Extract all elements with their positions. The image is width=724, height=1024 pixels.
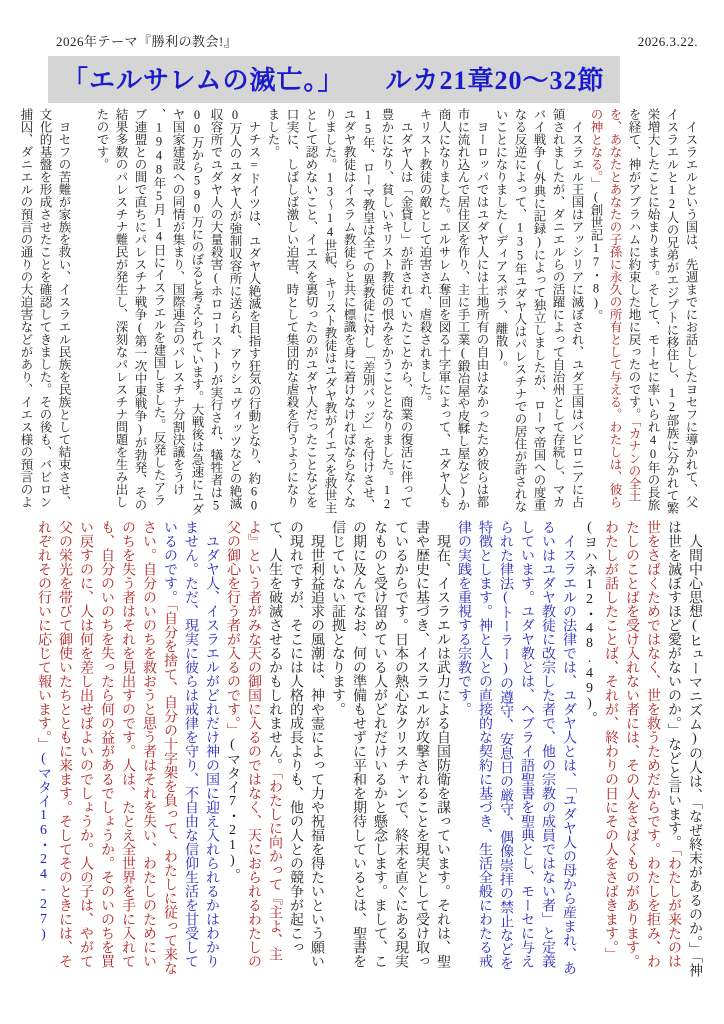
text-run-k: イスラエル王国はアッシリアに滅ぼされ、ユダ王国はバビロニアに占 (570, 108, 584, 508)
text-run-b: 律の実践を重視する宗教です。 (456, 520, 471, 716)
text-column (369, 520, 390, 1012)
text-column (684, 520, 705, 1012)
text-run-r: の神となる。」 (589, 108, 603, 190)
text-run-k: たのです。 (95, 108, 109, 171)
text-run-k: を経て、神がアブラハムに約束した地に戻ったのです。 (627, 108, 641, 421)
text-column (130, 108, 149, 514)
text-run-k: なる反逆によって、135年ユダヤ人はパレスチナでの居住が許されな (513, 108, 527, 513)
text-column (605, 108, 624, 514)
text-run-k: 収容所でユダヤ人の大量殺害(ホロコースト)が実行され、犠牲者は5 (209, 108, 223, 513)
text-run-r: 「わたしが来たのは (666, 849, 681, 968)
text-column (306, 520, 327, 1012)
text-column (35, 108, 54, 514)
text-run-r: 父の栄光を帯びて御使いたちとともに来ます。そしてそのときには、そ (57, 520, 72, 968)
text-run-k: ブ連盟との間で直ちにパレスチナ戦争(第一次中東戦争)が勃発、その (133, 108, 147, 511)
text-column (16, 108, 35, 514)
text-column (244, 108, 263, 514)
text-run-k: の現れですが、そこには人格的成長よりも、他の人との競争が起こっ (288, 520, 303, 954)
text-run-k: 00万から590万にのぼると考えられています。大戦後は急速にユダ (190, 108, 204, 516)
text-run-k: りました。13〜14世紀、キリスト教徒はユダヤ教がイエスを救世主 (323, 108, 337, 514)
text-run-k: 豊かになり、貧しいキリスト教徒の恨みをかうこととなりました。12 (380, 108, 394, 511)
text-column (358, 108, 377, 514)
text-column (243, 520, 264, 1012)
text-run-b: いるのです。 (162, 520, 177, 604)
text-run-r: 「自分を捨て、自分の十字架を負って、わたしに従って来な (162, 604, 177, 975)
text-run-r: わたしが話したことば、それが、終わりの日にその人をさばきます。」 (603, 520, 618, 961)
text-column (73, 108, 92, 514)
text-column (432, 520, 453, 1012)
text-run-b: 特徴とします。神と人との直接的な契約に基づき、生活全般にわたる戒 (477, 520, 492, 968)
text-run-r: も、自分のいのちを失ったら何の益があるでしょうか。そのいのちを買 (99, 520, 114, 968)
text-run-k: キリスト教徒の敵として迫害され、虐殺されました。 (418, 108, 432, 408)
text-column (681, 108, 700, 514)
text-column (201, 520, 222, 1012)
lower-text-block (33, 520, 705, 1012)
text-column (600, 520, 621, 1012)
text-column (75, 520, 96, 1012)
text-column (327, 520, 348, 1012)
text-run-k: なものと受け留めている人がどれだけいるかと懸念します。まして、こ (372, 520, 387, 968)
text-run-k: 0万人のユダヤ人が強制収容所に送られ、アウシュヴィッツなどの絶滅 (228, 108, 242, 510)
text-run-k: ているからです。日本の熱心なクリスチャンで、終末を直ぐにある現実 (393, 520, 408, 968)
text-run-k: 、1948年5月14日にイスラエルを建国しました。反発したアラ (152, 108, 166, 506)
page-header (56, 31, 698, 50)
text-run-k: (創世記17・8)。 (589, 189, 603, 322)
text-run-r: れぞれその行いに応じて報います。」 (36, 520, 51, 751)
text-column (149, 108, 168, 514)
text-column (339, 108, 358, 514)
text-column (222, 520, 243, 1012)
text-column (510, 108, 529, 514)
text-run-k: 現世利益追求の風潮は、神や霊によって力や祝福を得たいという願い (309, 520, 324, 968)
text-run-k: 書や歴史に基づき、イスラエルが攻撃されることを現実として受け取っ (414, 520, 429, 968)
text-run-b: ユダヤ人、イスラエルがどれだけ神の国に迎え入れられるかはわかり (204, 520, 219, 968)
text-run-r: 父の御心を行う者が入るのです。」 (225, 520, 240, 737)
text-run-k: 信じていない証拠となります。 (330, 520, 345, 716)
text-column (117, 520, 138, 1012)
text-column (138, 520, 159, 1012)
text-run-k: ヨーロッパではユダヤ人には土地所有の自由はなかったため彼らは都 (475, 108, 489, 508)
text-run-k: 商人になりました。エルサレム奪回を図る十字軍によって、ユダヤ人も (437, 108, 451, 508)
text-run-k: 人間中心思想(ヒューマニズム)の人は、「なぜ終末があるのか。」「神 (687, 520, 702, 977)
text-column (516, 520, 537, 1012)
text-run-k: 領されましたが、ダニエルらの活躍によって自治州として存続し、マカ (551, 108, 565, 508)
text-column (586, 108, 605, 514)
text-run-b: イスラエルの法律では、ユダヤ人とは、「ユダヤ人の母から産まれ、あ (561, 520, 576, 975)
text-run-k: 現在、イスラエルは武力による自国防衛を謀っています。それは、聖 (435, 520, 450, 968)
text-run-r: 世をさばくためではなく、世を救うためだからです。わたしを拒み、わ (645, 520, 660, 968)
text-column (579, 520, 600, 1012)
text-run-r: よ』という者がみな天の御国に入るのではなく、天におられるわたしの (246, 520, 261, 968)
text-run-k: (ヨハネ12・48.49)。 (582, 520, 597, 725)
text-column (411, 520, 432, 1012)
text-run-k: ヨセフの苦難が家族を救い、イスラエル民族を民族として結束させ、 (57, 108, 71, 508)
text-column (415, 108, 434, 514)
text-column (92, 108, 111, 514)
text-column (206, 108, 225, 514)
text-run-k: として認めないこと、イエスを裏切ったのがユダヤ人だったことなどを (304, 108, 318, 508)
text-run-k: 捕囚、ダニエルの預言の通りの大迫害などがあり、イエス様の預言のよ (19, 108, 33, 508)
text-column (168, 108, 187, 514)
text-column (225, 108, 244, 514)
text-run-k: ナチス=ドイツは、ユダヤ人絶滅を目指す狂気の行動となり、約60 (247, 108, 261, 513)
text-run-k: 市に流れ込んで居住区を作り、主に手工業(鍛冶屋や皮鞣し屋など)か (456, 108, 470, 511)
text-column (548, 108, 567, 514)
text-run-k: 15年、ローマ教皇は全ての異教徒に対し「差別バッジ」を付けさせ、 (361, 108, 375, 511)
text-column (282, 108, 301, 514)
text-column (301, 108, 320, 514)
text-run-b: しています。ユダヤ教とは、ヘブライ語聖書を聖典とし、モーセに与え (519, 520, 534, 968)
text-run-k: イスラエルと12人の兄弟がエジプトに移住し、12部族に分かれて繁 (665, 108, 679, 514)
text-column (474, 520, 495, 1012)
text-column (54, 108, 73, 514)
text-column (662, 108, 681, 514)
text-run-b: るいはユダヤ教徒に改宗した者で、他の宗教の成員ではない者」と定義 (540, 520, 555, 968)
text-run-k: 栄増大したことに始まります。そして、モーセに率いられ40年の長旅 (646, 108, 660, 511)
text-column (264, 520, 285, 1012)
text-run-k: バイ戦争(外典に記録)によって独立しましたが、ローマ帝国への度重 (532, 108, 546, 511)
text-column (529, 108, 548, 514)
text-column (472, 108, 491, 514)
text-run-r: い戻すのに、人は何を差し出せばよいのでしょうか。人の子は、やがて (78, 520, 93, 968)
text-run-r: を、あなたとあなたの子孫に永久の所有として与える。わたしは、彼ら (608, 108, 622, 508)
text-column (159, 520, 180, 1012)
text-column (491, 108, 510, 514)
text-run-b: ません。ただ、現実に彼らは戒律を守り、不自由な信仰生活を甘受して (183, 520, 198, 968)
text-column (377, 108, 396, 514)
text-column (187, 108, 206, 514)
text-column (396, 108, 415, 514)
text-run-k: イスラエルという国は、先週までにお話ししたヨセフに導かれて、父 (684, 108, 698, 508)
text-column (537, 520, 558, 1012)
text-run-k: (マタイ7・21)。 (225, 737, 240, 882)
text-run-k: 口実に、しばしば激しい迫害、時として集団的な虐殺を行うようになり (285, 108, 299, 508)
text-column (643, 108, 662, 514)
text-run-k: は世を滅ぼすほど愛がないのか。」などと言います。 (666, 520, 681, 849)
text-run-b: られた律法(トーラー)の遵守、安息日の厳守、偶像崇拝の禁止などを (498, 520, 513, 970)
text-column (642, 520, 663, 1012)
text-column (390, 520, 411, 1012)
text-column (180, 520, 201, 1012)
text-run-k: の期に及んでなお、何の準備もせずに平和を期待しているとは、聖書を (351, 520, 366, 968)
text-column (54, 520, 75, 1012)
text-column (111, 108, 130, 514)
text-column (263, 108, 282, 514)
header-theme-label: 2026年テーマ『勝利の教会!』 (56, 34, 238, 49)
text-column (567, 108, 586, 514)
text-run-k: ました。 (266, 108, 280, 158)
upper-text-block (16, 108, 700, 514)
text-column (663, 520, 684, 1012)
text-column (495, 520, 516, 1012)
text-column (348, 520, 369, 1012)
text-run-k: て、人生を破滅させるかもしれません。 (267, 520, 282, 772)
text-run-r: 「わたしに向かって『主よ、主 (267, 772, 282, 961)
text-run-k: いことになりました(ディアスポラ、離散)。 (494, 108, 508, 374)
text-column (434, 108, 453, 514)
text-column (558, 520, 579, 1012)
text-run-k: 結果多数のパレスチナ難民が発生し、深刻なパレスチナ問題を生み出し (114, 108, 128, 508)
text-column (33, 520, 54, 1012)
text-run-k: ユダヤ人は「金貸し」が許されていたことから、商業の復活に伴って (399, 108, 413, 508)
text-run-k: ヤ国家建設への同情が集まり、国際連合のパレスチナ分割決議をうけ (171, 108, 185, 496)
text-column (453, 108, 472, 514)
document-title: 「エルサレムの滅亡。」 ルカ21章20〜32節 (48, 56, 620, 103)
text-column (96, 520, 117, 1012)
text-column (320, 108, 339, 514)
text-column (621, 520, 642, 1012)
text-column (624, 108, 643, 514)
text-column (453, 520, 474, 1012)
text-run-r: たしのことばを受け入れない者には、その人をさばくものがあります。 (624, 520, 639, 968)
text-run-r: さい。自分のいのちを救おうと思う者はそれを失い、わたしのためにい (141, 520, 156, 968)
text-run-r: 「カナンの全土 (627, 420, 641, 502)
text-run-b: (マタイ16・24-27) (36, 751, 51, 942)
text-run-k: 文化的基盤を形成させたことを確認してきました。その後も、バビロン (38, 108, 52, 508)
text-column (285, 520, 306, 1012)
text-run-k: ユダヤ教徒はイスラム教徒らと共に標識を身に着けなければならなくな (342, 108, 356, 508)
text-run-r: のちを失う者はそれを見出すのです。人は、たとえ全世界を手に入れて (120, 520, 135, 968)
header-date: 2026.3.22. (637, 34, 698, 49)
